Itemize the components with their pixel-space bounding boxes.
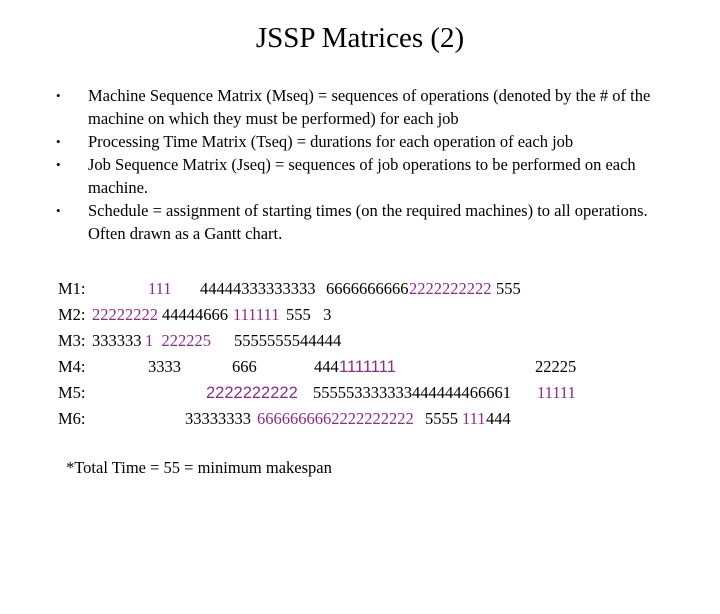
machine-label: M1: — [58, 279, 86, 298]
slide-title: JSSP Matrices (2) — [255, 22, 465, 54]
schedule-segment: 22225 — [535, 357, 577, 376]
bullet-marker: • — [56, 134, 61, 149]
bullet-text: Machine Sequence Matrix (Mseq) = sequences of operations (denoted by the # of the machine on which they must be performed) for each job — [88, 86, 651, 128]
schedule-segment: 6666666662222222222 — [257, 409, 414, 428]
definition-list — [56, 84, 676, 245]
schedule-segment: 555 3 — [286, 305, 332, 324]
schedule-segment: 44444333333333 — [200, 279, 316, 298]
schedule-matrix — [58, 276, 577, 432]
bullet-marker: • — [56, 157, 61, 172]
bullet-marker: • — [56, 88, 61, 103]
schedule-segment: 5555 — [425, 409, 458, 428]
machine-label: M3: — [58, 331, 90, 350]
schedule-segment: 33333333 — [185, 409, 251, 428]
total-time-note: *Total Time = 55 = minimum makespan — [66, 458, 332, 477]
machine-row-m6 — [58, 406, 511, 432]
schedule-segment: 2222222222 — [206, 384, 298, 402]
machine-row-m3 — [58, 328, 342, 354]
machine-row-m1 — [58, 276, 521, 302]
schedule-segment: 111 — [462, 409, 486, 428]
bullet-schedule — [56, 199, 676, 245]
machine-row-m4 — [58, 354, 577, 380]
schedule-segment: 333333 — [92, 331, 142, 350]
schedule-segment: 11111 — [537, 383, 576, 402]
schedule-segment: 3333 — [148, 357, 181, 376]
schedule-segment: 555553333333444444466661 — [313, 383, 511, 402]
schedule-segment: 1 222225 — [145, 331, 211, 350]
bullet-marker: • — [56, 203, 61, 218]
bullet-tseq — [56, 130, 676, 153]
bullet-text: Job Sequence Matrix (Jseq) = sequences of job operations to be performed on each machine. — [88, 155, 636, 197]
schedule-segment: 2222222222 — [409, 279, 492, 298]
bullet-jseq — [56, 153, 676, 199]
machine-label: M5: — [58, 383, 86, 402]
machine-row-m2 — [58, 302, 332, 328]
schedule-segment: 666 — [232, 357, 257, 376]
schedule-segment: 5555555544444 — [234, 331, 342, 350]
schedule-segment: 444 — [486, 409, 511, 428]
bullet-text: Schedule = assignment of starting times (on the required machines) to all operations. Often drawn as a Gantt chart. — [88, 201, 648, 243]
bullet-text: Processing Time Matrix (Tseq) = durations for each operation of each job — [88, 132, 574, 151]
machine-label: M2: — [58, 305, 90, 324]
schedule-segment: 6666666666 — [326, 279, 409, 298]
machine-row-m5 — [58, 380, 576, 406]
schedule-segment: 111 — [148, 279, 172, 298]
schedule-segment: 555 — [496, 279, 521, 298]
schedule-segment: 44444666 — [162, 305, 228, 324]
schedule-segment: 22222222 — [92, 305, 158, 324]
machine-label: M4: — [58, 357, 86, 376]
bullet-mseq — [56, 84, 676, 130]
schedule-segment: 111111 — [233, 305, 280, 324]
schedule-segment: 444 — [314, 357, 339, 376]
machine-label: M6: — [58, 409, 86, 428]
schedule-segment: 1111111 — [339, 358, 396, 376]
